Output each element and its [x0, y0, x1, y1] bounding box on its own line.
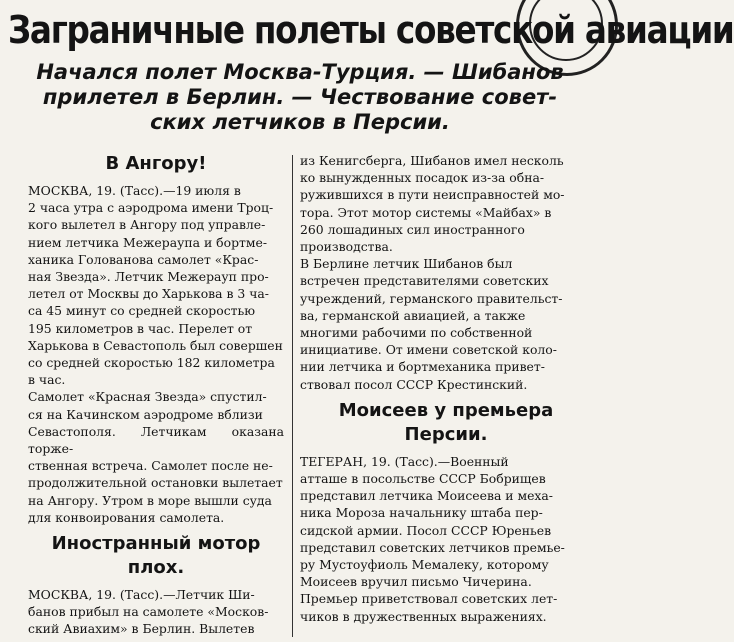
left-column: [28, 152, 284, 638]
article-paragraph: В Берлине летчик Шибанов был встречен представителями советских учреждений, германского правительст- ва, германской авиацией, а также многими рабочими по собственной инициативе. От имени советской коло- нии летчика и бортмеханика привет- ствовал посол СССР Крестинский.: [300, 256, 563, 392]
subheadline-line: прилетел в Берлин. — Чествование совет-: [42, 85, 558, 109]
subheadline: [10, 60, 590, 135]
subheadline-line: Начался полет Москва-Турция. — Шибанов: [36, 60, 564, 84]
section-title-to-angora: В Ангору!: [105, 153, 207, 174]
subheadline-line: ских летчиков в Персии.: [150, 110, 450, 134]
article-paragraph: Самолет «Красная Звезда» спустил- ся на Качинском аэродроме вблизи Севастополя. Летчикам оказана торже- ственная встреча. Самолет после не- продолжительной остановки вылетает на Ангору. Утром в море вышли суда для конвоирования самолета.: [28, 389, 284, 525]
article-paragraph: из Кенигсберга, Шибанов имел несколь ко вынужденных посадок из-за обна- ружившихся в пути неисправностей мо- тора. Этот мотор системы «Майбах» в 260 лошадиных сил иностранного производства.: [300, 153, 565, 255]
right-column: [300, 152, 592, 625]
article-paragraph: МОСКВА, 19. (Тасс).—Летчик Ши- банов прибыл на самолете «Москов- ский Авиахим» в Берлин. Вылетев: [28, 587, 269, 637]
column-divider: [292, 155, 293, 637]
section-title-foreign-engine: Иностранный мотор плох.: [51, 533, 261, 579]
article-paragraph: ТЕГЕРАН, 19. (Тасс).—Военный атташе в посольстве СССР Бобрищев представил летчика Моисеева и меха- ника Мороза начальнику штаба пер- сидской армии. Посол СССР Юреньев представил советских летчиков премье- ру Мустоуфиоль Мемалеку, которому Моисеев вручил письмо Чичерина. Премьер приветствовал советских лет- чиков в дружественных выражениях.: [300, 453, 565, 624]
article-paragraph: МОСКВА, 19. (Тасс).—19 июля в 2 часа утра с аэродрома имени Троц- кого вылетел в Ангору под управле- нием летчика Межераупа и бортме- ханика Голованова самолет «Крас- ная Звезда». Летчик Межерауп про- летел от Москвы до Харькова в 3 ча- са 45 минут со средней скоростью 195 километров в час. Перелет от Харькова в Севастополь был совершен со средней скоростью 182 километра в час.: [28, 183, 283, 388]
section-title-moiseev-persia: Моисеев у премьера Персии.: [338, 399, 554, 445]
headline: Заграничные полеты советской авиации: [8, 8, 734, 52]
